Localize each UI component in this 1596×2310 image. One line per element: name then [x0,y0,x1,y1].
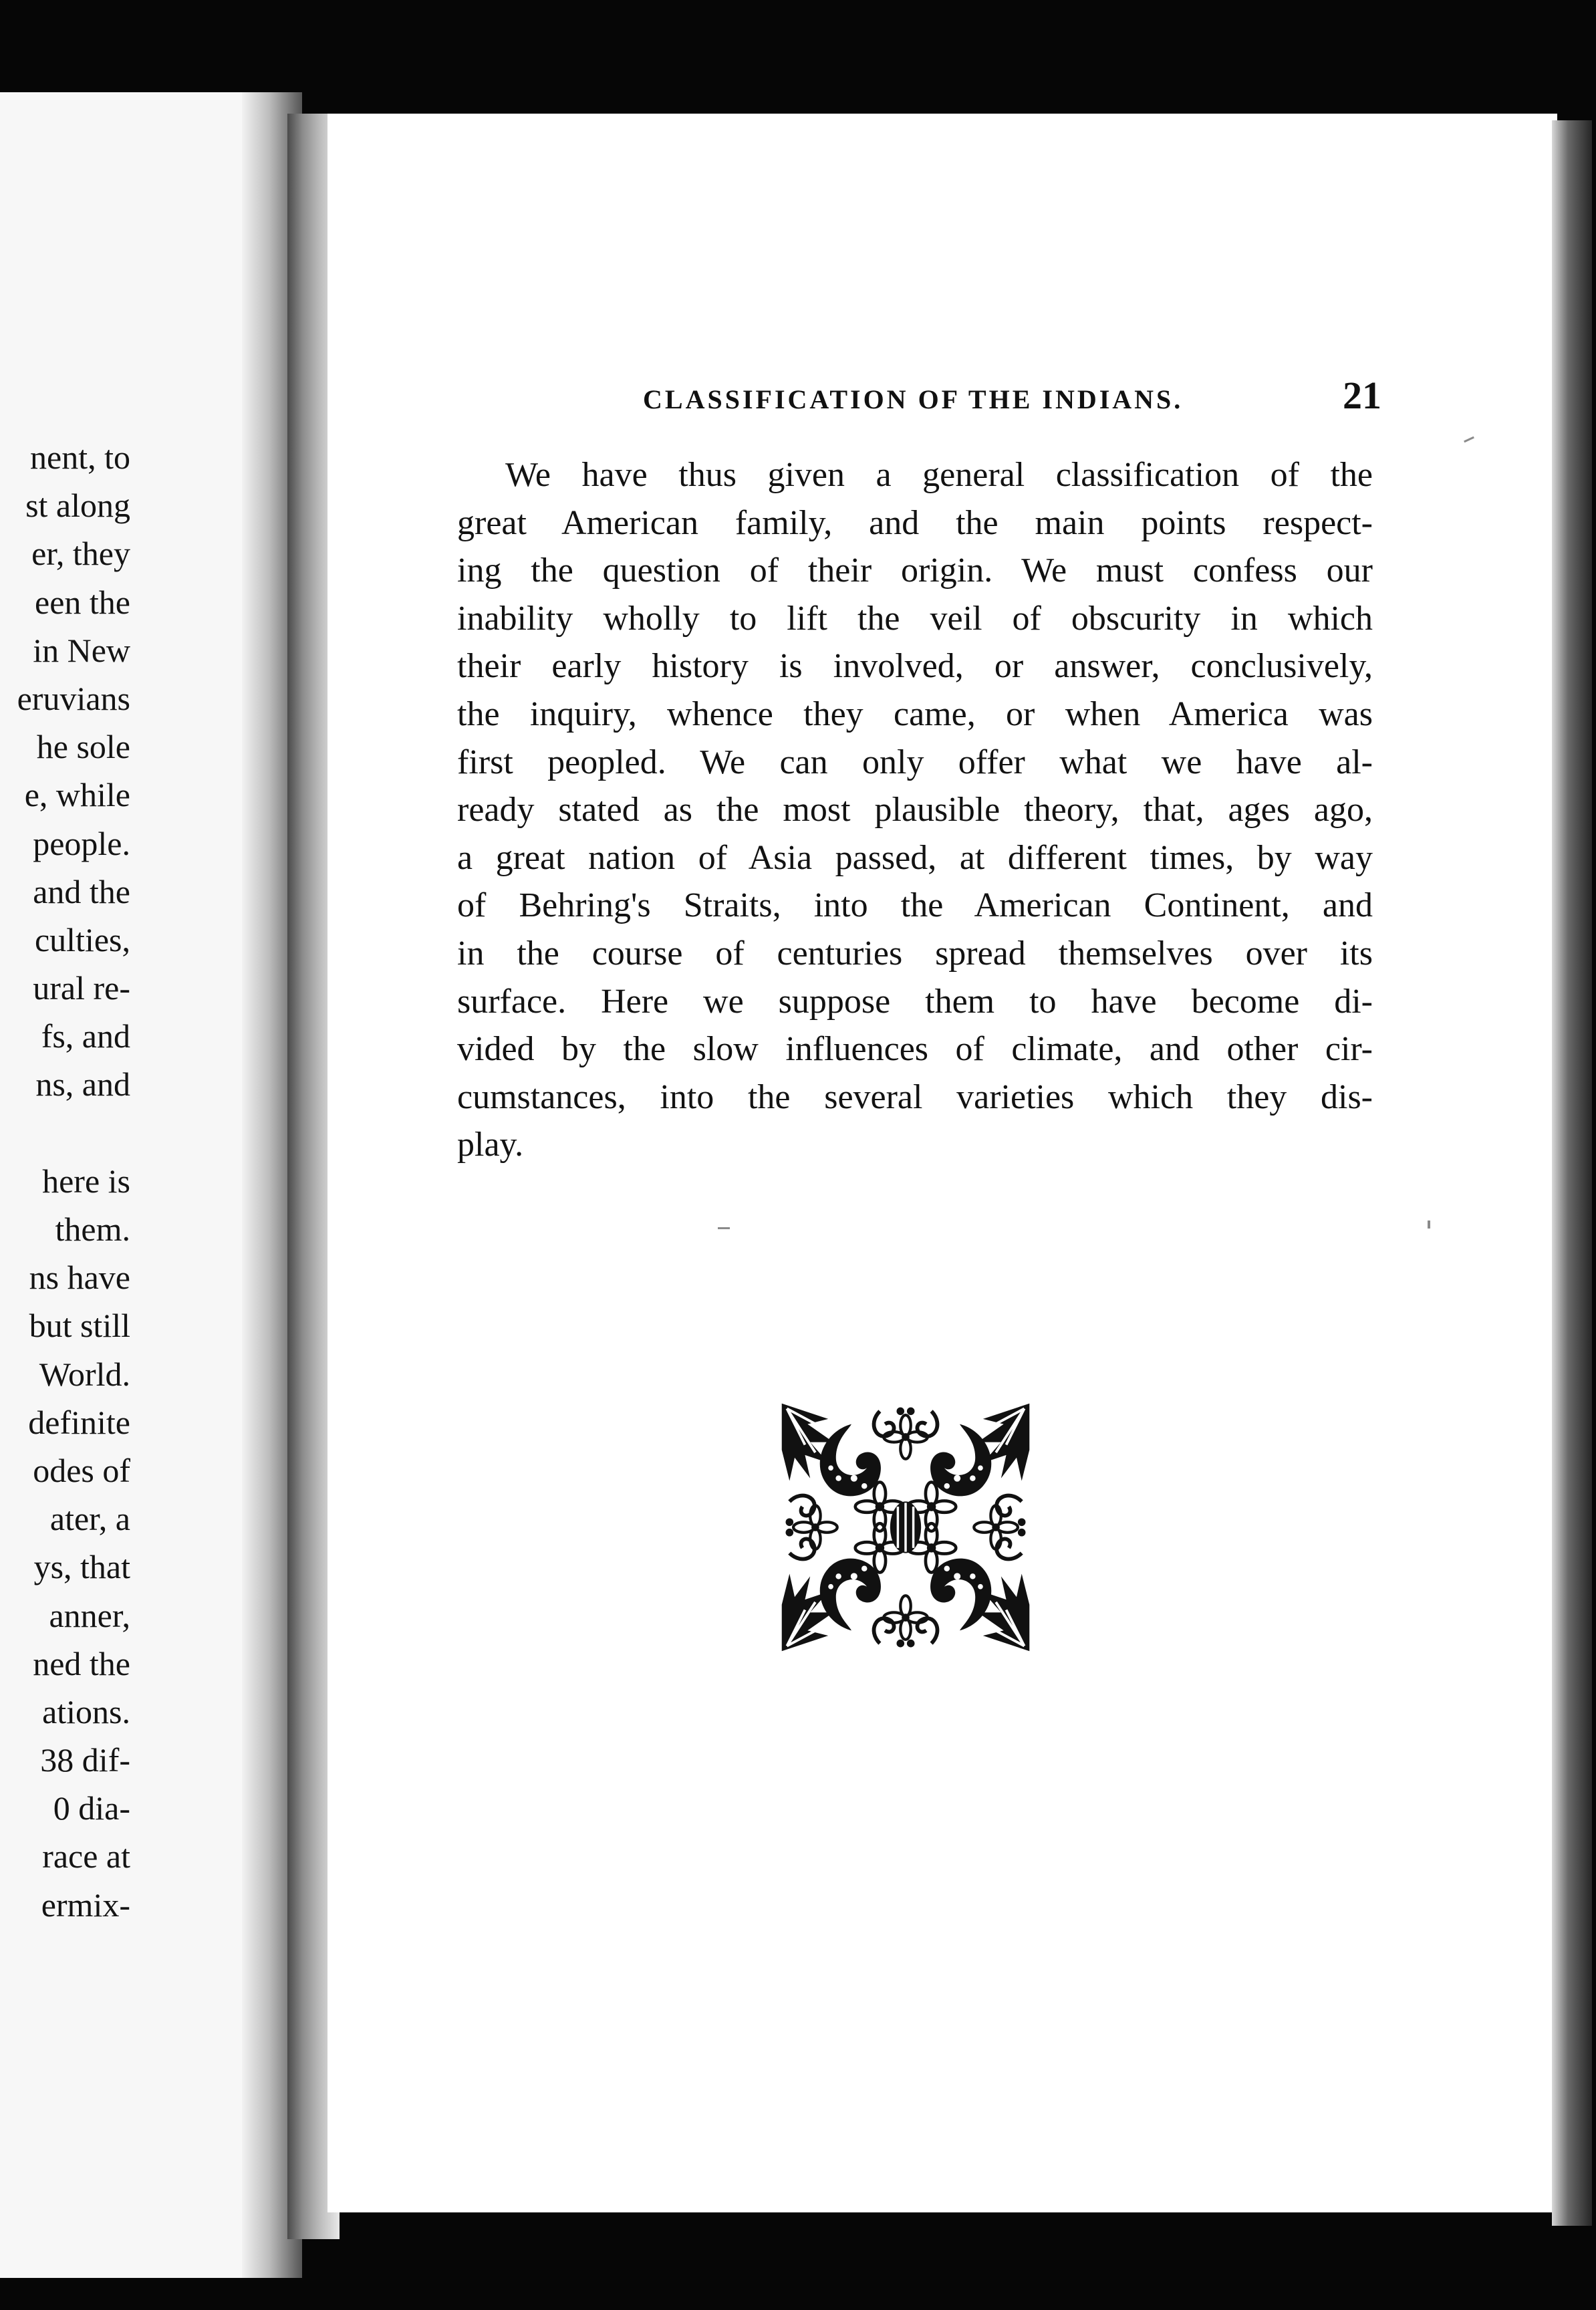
body-line: surface. Here we suppose them to have become di- [457,982,1373,1021]
right-page-edge-shadow [1552,120,1592,2226]
body-line: first peopled. We can only offer what we have al- [457,743,1373,781]
body-line: play. [457,1126,524,1164]
left-page-line: World. [39,1355,130,1393]
body-line: the inquiry, whence they came, or when America was [457,694,1373,733]
left-page-line: ys, that [33,1548,130,1586]
left-page-line: odes of [33,1451,130,1489]
left-page-blank-line [0,1109,130,1157]
body-line: great American family, and the main points respect- [457,503,1373,542]
body-line: ing the question of their origin. We must confess our [457,551,1373,590]
left-page-line: e, while [24,776,130,814]
body-line: their early history is involved, or answer, conclusively, [457,647,1373,686]
body-paragraph [457,451,1373,1169]
left-page-line: but still [29,1307,130,1345]
body-line: of Behring's Straits, into the American Continent, and [457,886,1373,925]
scan-mark [718,1227,730,1229]
body-line: vided by the slow influences of climate, and other cir- [457,1030,1373,1069]
left-page-line: ned the [33,1644,130,1682]
body-line: inability wholly to lift the veil of obscurity in which [457,599,1373,638]
left-page-line: ns have [29,1259,130,1297]
body-line: ready stated as the most plausible theory, that, ages ago, [457,791,1373,829]
left-page-line: people. [33,824,130,862]
body-line: in the course of centuries spread themselves over its [457,934,1373,973]
running-head-title: CLASSIFICATION OF THE INDIANS. [643,384,1184,414]
left-page-line: fs, and [41,1017,130,1055]
left-page-line: he sole [36,728,130,766]
body-line: a great nation of Asia passed, at different times, by way [457,838,1373,877]
left-page-line: ater, a [49,1500,130,1538]
running-head [643,373,1381,418]
left-page-line: 0 dia- [53,1789,130,1827]
left-page-line: here is [42,1162,130,1200]
left-page-line: definite [28,1403,130,1441]
page-number: 21 [1343,374,1381,417]
left-page-line: race at [42,1837,130,1876]
left-page-line: een the [35,583,130,621]
left-page-line: ural re- [33,969,130,1007]
left-page-line: anner, [49,1596,130,1634]
left-page-line: them. [55,1210,130,1248]
left-page-line: ermix- [41,1886,130,1924]
left-page-line: ations. [42,1692,130,1730]
scan-mark [1428,1221,1430,1229]
left-page-line: in New [33,631,130,669]
left-page-line: 38 dif- [40,1741,130,1779]
floral-tailpiece-icon [777,1397,1035,1658]
body-line: We have thus given a general classification of the [505,456,1373,494]
left-page-line: eruvians [17,679,130,717]
left-page-line: st along [25,487,130,525]
left-page-line: ns, and [35,1065,130,1104]
left-page-line: nent, to [30,438,130,476]
left-page-line: culties, [34,920,130,958]
body-line: cumstances, into the several varieties which they dis- [457,1077,1373,1116]
left-page-line: and the [33,872,130,910]
left-page-line: er, they [31,535,130,573]
left-page-text [0,433,130,1929]
